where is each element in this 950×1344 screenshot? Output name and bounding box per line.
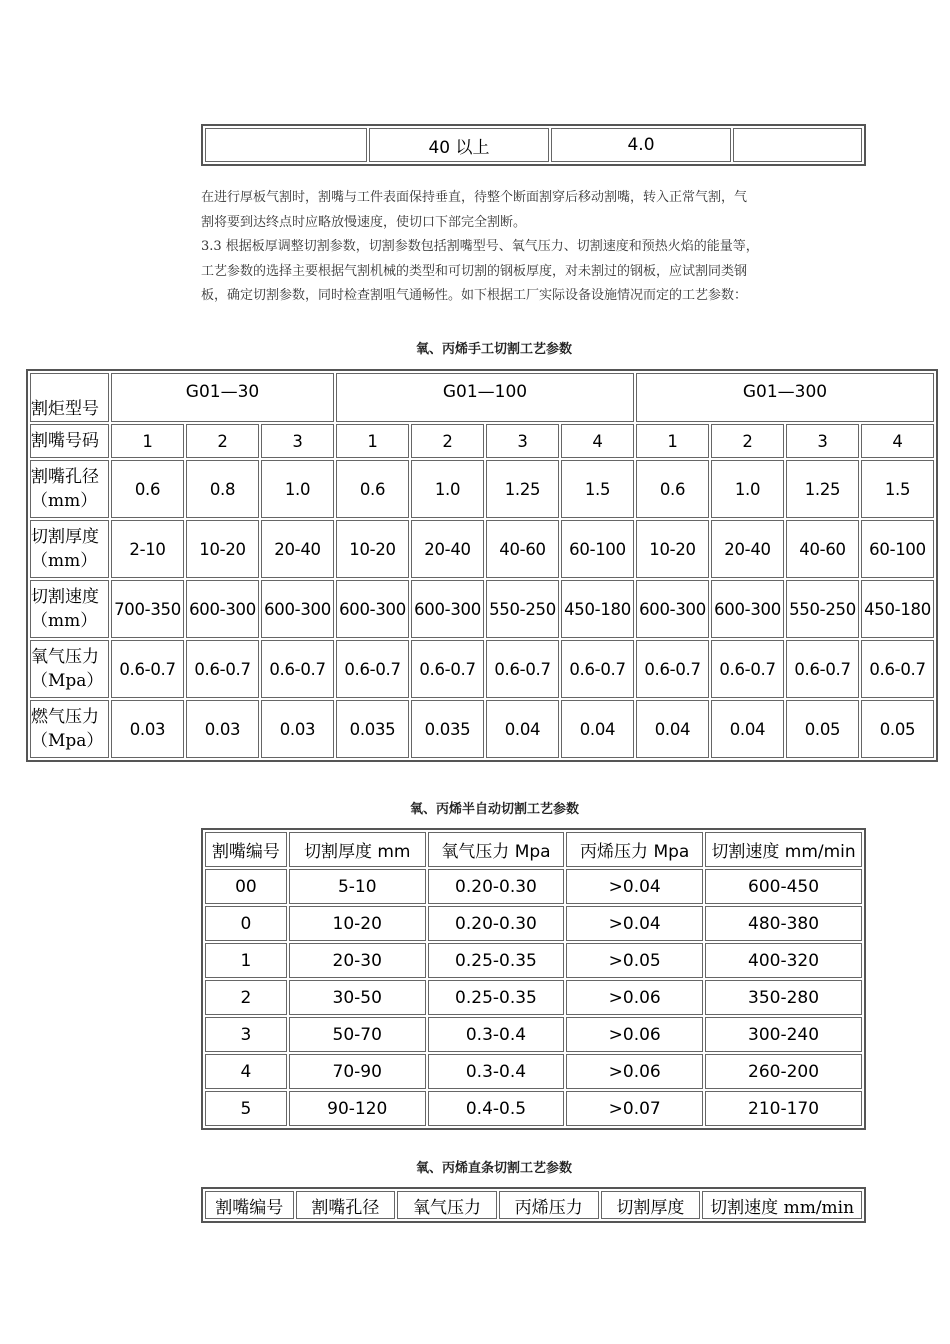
table-cell: 1 <box>111 424 184 458</box>
table-cell: 0.05 <box>786 700 859 758</box>
row-label-main: 燃气压力 <box>31 707 99 727</box>
table-cell <box>733 128 862 162</box>
row-label <box>30 460 109 518</box>
table-row <box>205 1054 862 1089</box>
paragraph-line: 在进行厚板气割时，割嘴与工件表面保持垂直，待整个断面割穿后移动割嘴，转入正常气割，气 <box>201 190 748 205</box>
table-row <box>205 980 862 1015</box>
table-cell: 10-20 <box>636 520 709 578</box>
table-cell: 0.6 <box>636 460 709 518</box>
table-row <box>205 1017 862 1052</box>
paragraph-line: 工艺参数的选择主要根据气割机械的类型和可切割的钢板厚度，对未割过的钢板，应试割同类钢 <box>201 263 748 279</box>
table3-caption: 氧、丙烯直条切割工艺参数 <box>416 1161 573 1176</box>
row-label-unit: （Mpa） <box>31 731 104 751</box>
table-cell: 5-10 <box>289 869 426 904</box>
manual-cutting-table <box>26 369 938 762</box>
table-cell: 0.03 <box>261 700 334 758</box>
table-cell: 0.8 <box>186 460 259 518</box>
table-cell: 3 <box>261 424 334 458</box>
semi-auto-cutting-table <box>201 828 866 1130</box>
table-cell: 0.04 <box>486 700 559 758</box>
table-cell: 0.20-0.30 <box>428 906 565 941</box>
table-cell: 3 <box>786 424 859 458</box>
header-label: 割炬型号 <box>30 373 109 422</box>
row-label-main: 割嘴孔径 <box>31 467 99 487</box>
straight-cutting-table <box>201 1187 866 1223</box>
table-cell: 600-450 <box>705 869 862 904</box>
body-paragraph <box>201 186 811 309</box>
row-label-unit: （mm） <box>31 491 98 511</box>
paragraph-line: 割将要到达终点时应略放慢速度，使切口下部完全割断。 <box>201 214 527 230</box>
table-cell: 10-20 <box>336 520 409 578</box>
table-cell: 20-40 <box>411 520 484 578</box>
table-cell: 0.6 <box>111 460 184 518</box>
column-header: 氧气压力 <box>397 1191 497 1219</box>
model-header: G01—30 <box>111 373 334 422</box>
table-cell: 1 <box>336 424 409 458</box>
table-row <box>30 424 934 458</box>
table-cell: 0.03 <box>111 700 184 758</box>
table-cell: 0.3-0.4 <box>428 1054 565 1089</box>
table-row <box>205 869 862 904</box>
table-cell: 3 <box>486 424 559 458</box>
table-cell: 1.5 <box>561 460 634 518</box>
model-header: G01—300 <box>636 373 934 422</box>
row-label-main: 切割厚度 <box>31 527 99 547</box>
table-row <box>30 373 934 422</box>
table1-caption: 氧、丙烯手工切割工艺参数 <box>416 342 573 357</box>
table-cell: 50-70 <box>289 1017 426 1052</box>
row-label <box>30 520 109 578</box>
table-cell: 2 <box>711 424 784 458</box>
table-cell: 4 <box>561 424 634 458</box>
table-cell: 0.6-0.7 <box>336 640 409 698</box>
table2-caption: 氧、丙烯半自动切割工艺参数 <box>410 802 580 817</box>
table-cell: 480-380 <box>705 906 862 941</box>
table-cell: 20-40 <box>261 520 334 578</box>
column-header: 切割厚度 <box>601 1191 701 1219</box>
table-cell: >0.05 <box>566 943 703 978</box>
table-cell: 4.0 <box>551 128 731 162</box>
paragraph-line: 3.3 根据板厚调整切割参数，切割参数包括割嘴型号、氧气压力、切割速度和预热火焰的能量等， <box>201 239 759 255</box>
table-cell: 600-300 <box>261 580 334 638</box>
table-cell: 70-90 <box>289 1054 426 1089</box>
table-cell: 40 以上 <box>369 128 549 162</box>
table-cell: 0.20-0.30 <box>428 869 565 904</box>
table-cell: 10-20 <box>289 906 426 941</box>
table-cell: 2-10 <box>111 520 184 578</box>
table-cell: 4 <box>205 1054 287 1089</box>
table-cell: 1 <box>205 943 287 978</box>
table-cell: 0.6-0.7 <box>186 640 259 698</box>
table-cell <box>205 128 367 162</box>
table-cell: 90-120 <box>289 1091 426 1126</box>
table-cell: 60-100 <box>561 520 634 578</box>
table-cell: 1.0 <box>711 460 784 518</box>
column-header: 割嘴孔径 <box>296 1191 396 1219</box>
row-label <box>30 580 109 638</box>
table-cell: 5 <box>205 1091 287 1126</box>
column-header: 切割速度 mm/min <box>702 1191 862 1219</box>
table-header-row <box>205 832 862 867</box>
table-cell: 260-200 <box>705 1054 862 1089</box>
table-cell: 0.03 <box>186 700 259 758</box>
table-cell: 0.6-0.7 <box>261 640 334 698</box>
table-cell: 3 <box>205 1017 287 1052</box>
table-cell: 30-50 <box>289 980 426 1015</box>
table-cell: 300-240 <box>705 1017 862 1052</box>
table-cell: 20-40 <box>711 520 784 578</box>
table-cell: 0.6 <box>336 460 409 518</box>
table-cell: 600-300 <box>186 580 259 638</box>
row-label-main: 氧气压力 <box>31 647 99 667</box>
table-cell: 0.6-0.7 <box>411 640 484 698</box>
table-cell: 450-180 <box>561 580 634 638</box>
row-label-main: 割嘴号码 <box>31 431 99 451</box>
column-header: 氧气压力 Mpa <box>428 832 565 867</box>
table-cell: 0.3-0.4 <box>428 1017 565 1052</box>
table-cell: 00 <box>205 869 287 904</box>
table-cell: 0.6-0.7 <box>786 640 859 698</box>
table-cell: 0.05 <box>861 700 934 758</box>
table-cell: 1.5 <box>861 460 934 518</box>
row-label-unit: （mm） <box>31 611 98 631</box>
table-cell: 1.25 <box>486 460 559 518</box>
table-row <box>205 906 862 941</box>
row-label <box>30 700 109 758</box>
table-cell: 400-320 <box>705 943 862 978</box>
table-cell: 0.04 <box>636 700 709 758</box>
table-cell: 40-60 <box>786 520 859 578</box>
column-header: 割嘴编号 <box>205 832 287 867</box>
table-cell: 10-20 <box>186 520 259 578</box>
table-cell: 20-30 <box>289 943 426 978</box>
table-cell: >0.06 <box>566 1017 703 1052</box>
top-table-fragment <box>201 124 866 166</box>
table-cell: 1.0 <box>261 460 334 518</box>
table-cell: 0.04 <box>561 700 634 758</box>
table-cell: >0.06 <box>566 1054 703 1089</box>
table-cell: 0.4-0.5 <box>428 1091 565 1126</box>
table-cell: 700-350 <box>111 580 184 638</box>
column-header: 丙烯压力 Mpa <box>566 832 703 867</box>
table-cell: 0.6-0.7 <box>861 640 934 698</box>
table-cell: 0.6-0.7 <box>561 640 634 698</box>
table-cell: 0.04 <box>711 700 784 758</box>
table-cell: 0.6-0.7 <box>111 640 184 698</box>
table-cell: 2 <box>411 424 484 458</box>
table-cell: 2 <box>205 980 287 1015</box>
table-cell: 0.6-0.7 <box>711 640 784 698</box>
table-cell: >0.04 <box>566 906 703 941</box>
table-cell: 450-180 <box>861 580 934 638</box>
table-cell: 0.035 <box>411 700 484 758</box>
model-header: G01—100 <box>336 373 634 422</box>
row-label <box>30 424 109 458</box>
table-row <box>30 700 934 758</box>
table-row <box>30 520 934 578</box>
table-cell: 1 <box>636 424 709 458</box>
table-cell: 600-300 <box>411 580 484 638</box>
table-cell: 0.25-0.35 <box>428 980 565 1015</box>
table-cell: 60-100 <box>861 520 934 578</box>
table-cell: 2 <box>186 424 259 458</box>
column-header: 切割速度 mm/min <box>705 832 862 867</box>
column-header: 割嘴编号 <box>205 1191 294 1219</box>
table-cell: 600-300 <box>336 580 409 638</box>
table-cell: 40-60 <box>486 520 559 578</box>
table-row <box>205 1091 862 1126</box>
table-cell: 0 <box>205 906 287 941</box>
table-cell: 0.25-0.35 <box>428 943 565 978</box>
column-header: 丙烯压力 <box>499 1191 599 1219</box>
table-cell: 600-300 <box>636 580 709 638</box>
table-cell: 0.6-0.7 <box>636 640 709 698</box>
table-cell: 550-250 <box>486 580 559 638</box>
table-cell: 1.0 <box>411 460 484 518</box>
paragraph-line: 板，确定切割参数，同时检查割咀气通畅性。如下根据工厂实际设备设施情况而定的工艺参数： <box>201 288 748 304</box>
table-cell: 0.6-0.7 <box>486 640 559 698</box>
table-row <box>30 580 934 638</box>
table-cell: 1.25 <box>786 460 859 518</box>
table-row <box>205 128 862 162</box>
table-cell: 4 <box>861 424 934 458</box>
row-label-unit: （mm） <box>31 551 98 571</box>
table-row <box>30 460 934 518</box>
table-header-row <box>205 1191 862 1219</box>
table-cell: >0.04 <box>566 869 703 904</box>
table-cell: >0.06 <box>566 980 703 1015</box>
table-cell: 0.035 <box>336 700 409 758</box>
table-cell: >0.07 <box>566 1091 703 1126</box>
table-cell: 600-300 <box>711 580 784 638</box>
table-cell: 210-170 <box>705 1091 862 1126</box>
row-label-unit: （Mpa） <box>31 671 104 691</box>
table-row <box>205 943 862 978</box>
row-label-main: 切割速度 <box>31 587 99 607</box>
table-row <box>30 640 934 698</box>
table-cell: 550-250 <box>786 580 859 638</box>
table-cell: 350-280 <box>705 980 862 1015</box>
row-label <box>30 640 109 698</box>
column-header: 切割厚度 mm <box>289 832 426 867</box>
